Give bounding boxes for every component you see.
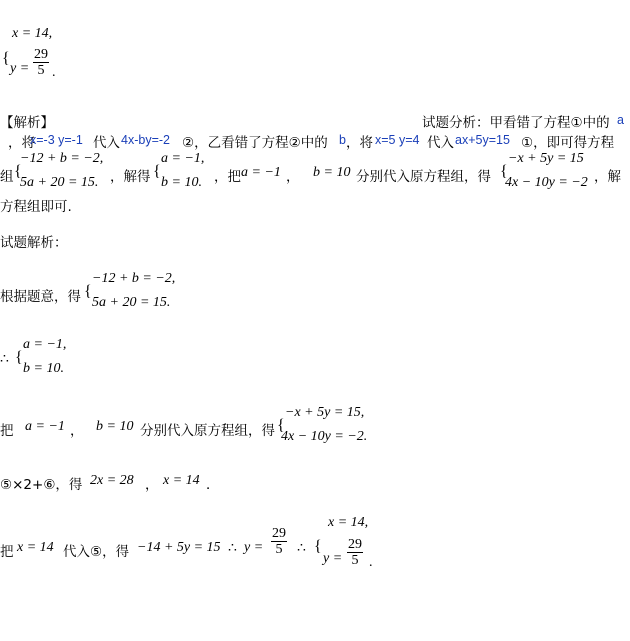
step3-b: b = 10 <box>96 419 134 434</box>
step2-brace: { <box>15 349 23 366</box>
analysis-l2-p3: ②，乙看错了方程②中的 <box>182 135 328 151</box>
step1-top: −12 + b = −2, <box>92 271 176 286</box>
answer-brace: { <box>2 50 10 67</box>
analysis-system-bottom: 5a + 20 = 15. <box>20 175 99 190</box>
analysis-l2-b1: x=-3 y=-1 <box>30 133 83 147</box>
step2-bottom: b = 10. <box>23 361 64 376</box>
analysis-l3-end: ，解 <box>594 169 621 185</box>
step5-sys-tail: . <box>369 555 373 570</box>
analysis-l2-p5: 代入 <box>427 135 454 151</box>
answer-y-lhs: y = <box>10 61 30 76</box>
fraction-numerator: 29 <box>272 526 286 541</box>
fraction-denominator: 5 <box>275 542 283 557</box>
step5-eq: −14 + 5y = 15 <box>137 540 221 555</box>
step2-top: a = −1, <box>23 337 67 352</box>
analysis-system2-top: −x + 5y = 15 <box>508 151 584 166</box>
analysis-l3-sub: 分别代入原方程组，得 <box>356 169 491 185</box>
step1-label: 根据题意，得 <box>0 289 81 305</box>
step1-bottom: 5a + 20 = 15. <box>92 295 171 310</box>
analysis-hint-label: 试题分析：甲看错了方程①中的 <box>422 115 610 131</box>
fraction-numerator: 29 <box>348 537 362 552</box>
answer-x-equation: x = 14, <box>12 26 53 41</box>
step4-eq2: x = 14 <box>163 473 200 488</box>
system2-brace: { <box>500 163 508 180</box>
step4-eq1: 2x = 28 <box>90 473 134 488</box>
analysis-l3-label: 组 <box>0 169 14 185</box>
system-brace: { <box>14 163 22 180</box>
step5-sys-y-lhs: y = <box>323 551 343 566</box>
analysis-l4: 方程组即可. <box>0 199 72 215</box>
analysis-l3-a: a = −1 <box>241 165 281 180</box>
step3-top: −x + 5y = 15, <box>285 405 365 420</box>
answer-y-fraction <box>33 47 49 78</box>
step5-sub: 代入⑤，得 <box>63 544 130 560</box>
step3-put: 把 <box>0 423 14 439</box>
analysis-l2-b3: b <box>339 133 346 147</box>
fraction-denominator: 5 <box>37 63 45 78</box>
analysis-l2-b4: x=5 y=4 <box>375 133 420 147</box>
step3-bottom: 4x − 10y = −2. <box>281 429 368 444</box>
analysis-heading: 【解析】 <box>0 115 54 131</box>
step1-brace: { <box>84 283 92 300</box>
analysis-l2-p4: ，将 <box>346 135 373 151</box>
step2-therefore: ∴ <box>0 352 9 367</box>
step5-x: x = 14 <box>17 540 54 555</box>
analysis-system2-bottom: 4x − 10y = −2 <box>505 175 588 190</box>
step5-therefore2: ∴ <box>297 541 306 556</box>
analysis-l2-b2: 4x-by=-2 <box>121 133 170 147</box>
step3-a: a = −1 <box>25 419 65 434</box>
analysis-l2-p2: 代入 <box>93 135 120 151</box>
fraction-denominator: 5 <box>351 553 359 568</box>
analysis-hint-a: a <box>617 113 624 127</box>
step5-y-lhs: y = <box>244 540 264 555</box>
step5-sys-top: x = 14, <box>328 515 369 530</box>
answer-y-tail: . <box>52 65 56 80</box>
step5-brace: { <box>314 538 322 555</box>
step5-y-fraction <box>271 526 287 557</box>
analysis-solution-bottom: b = 10. <box>161 175 202 190</box>
analysis-l2-p1: ，将 <box>8 135 35 151</box>
step4-sep: ， <box>145 477 159 493</box>
analysis-l3-sep: ， <box>286 169 300 185</box>
analysis-system-top: −12 + b = −2, <box>20 151 104 166</box>
solution-brace: { <box>153 163 161 180</box>
analysis-l3-put: ，把 <box>214 169 241 185</box>
step4-ops: ⑤×2+⑥，得 <box>0 477 83 493</box>
step3-brace: { <box>277 417 285 434</box>
analysis-l3-b: b = 10 <box>313 165 351 180</box>
step5-put: 把 <box>0 544 14 560</box>
step3-sep: ， <box>70 423 84 439</box>
analysis-l2-p6: ①，即可得方程 <box>521 135 615 151</box>
analysis-l3-solve: ，解得 <box>110 169 151 185</box>
step4-end: ． <box>206 477 220 493</box>
analysis-solution-top: a = −1, <box>161 151 205 166</box>
step5-sys-y-fraction <box>347 537 363 568</box>
step5-therefore: ∴ <box>228 541 237 556</box>
solution-heading: 试题解析： <box>0 235 68 251</box>
step3-sub: 分别代入原方程组，得 <box>140 423 275 439</box>
fraction-numerator: 29 <box>34 47 48 62</box>
analysis-l2-b5: ax+5y=15 <box>455 133 510 147</box>
